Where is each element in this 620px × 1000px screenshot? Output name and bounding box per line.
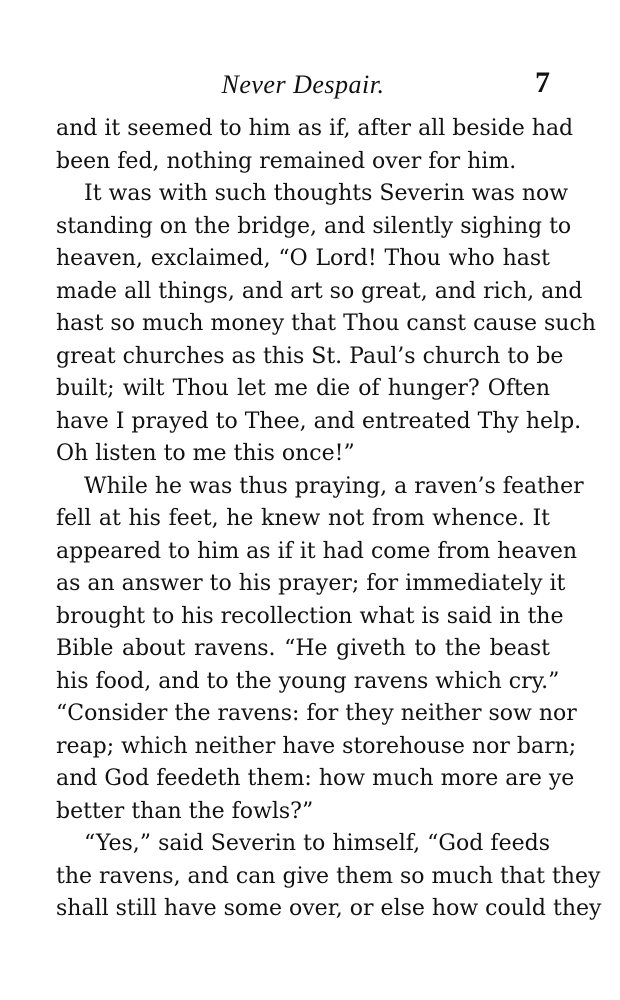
- running-title: Never Despair.: [221, 70, 385, 99]
- running-head: [56, 62, 550, 102]
- text-line: It was with such thoughts Severin was now: [84, 181, 569, 206]
- text-line: and it seemed to him as if, after all beside had: [56, 116, 574, 141]
- text-line: the ravens, and can give them so much that they: [56, 863, 601, 889]
- text-line: fell at his feet, he knew not from whence. It: [56, 506, 550, 531]
- text-line: hast so much money that Thou canst cause such: [56, 311, 596, 336]
- text-line: heaven, exclaimed, “O Lord! Thou who hast: [56, 246, 550, 271]
- text-line: been fed, nothing remained over for him.: [56, 148, 517, 174]
- text-line: standing on the bridge, and silently sighing to: [56, 213, 572, 239]
- text-line: have I prayed to Thee, and entreated Thy help.: [56, 408, 582, 434]
- text-line: brought to his recollection what is said in the: [56, 603, 564, 629]
- text-line: great churches as this St. Paul’s church to be: [56, 343, 564, 369]
- text-line: reap; which neither have storehouse nor barn;: [56, 733, 577, 759]
- text-line: While he was thus praying, a raven’s feather: [84, 473, 584, 499]
- body-text: [56, 113, 602, 926]
- text-line: made all things, and art so great, and rich, and: [56, 278, 583, 304]
- text-line: shall still have some over, or else how could they: [56, 896, 602, 921]
- text-line: better than the fowls?”: [56, 798, 314, 824]
- text-line: appeared to him as if it had come from heaven: [56, 538, 578, 564]
- text-line: his food, and to the young ravens which cry.”: [56, 668, 560, 694]
- text-line: “Yes,” said Severin to himself, “God feeds: [84, 831, 550, 856]
- text-line: Bible about ravens. “He giveth to the beast: [56, 636, 550, 661]
- text-line: “Consider the ravens: for they neither sow nor: [56, 701, 577, 726]
- page-number: 7: [535, 66, 550, 99]
- text-line: and God feedeth them: how much more are ye: [56, 766, 575, 791]
- text-line: built; wilt Thou let me die of hunger? Often: [56, 376, 550, 401]
- text-line: Oh listen to me this once!”: [56, 441, 355, 466]
- text-line: as an answer to his prayer; for immediately it: [56, 571, 566, 596]
